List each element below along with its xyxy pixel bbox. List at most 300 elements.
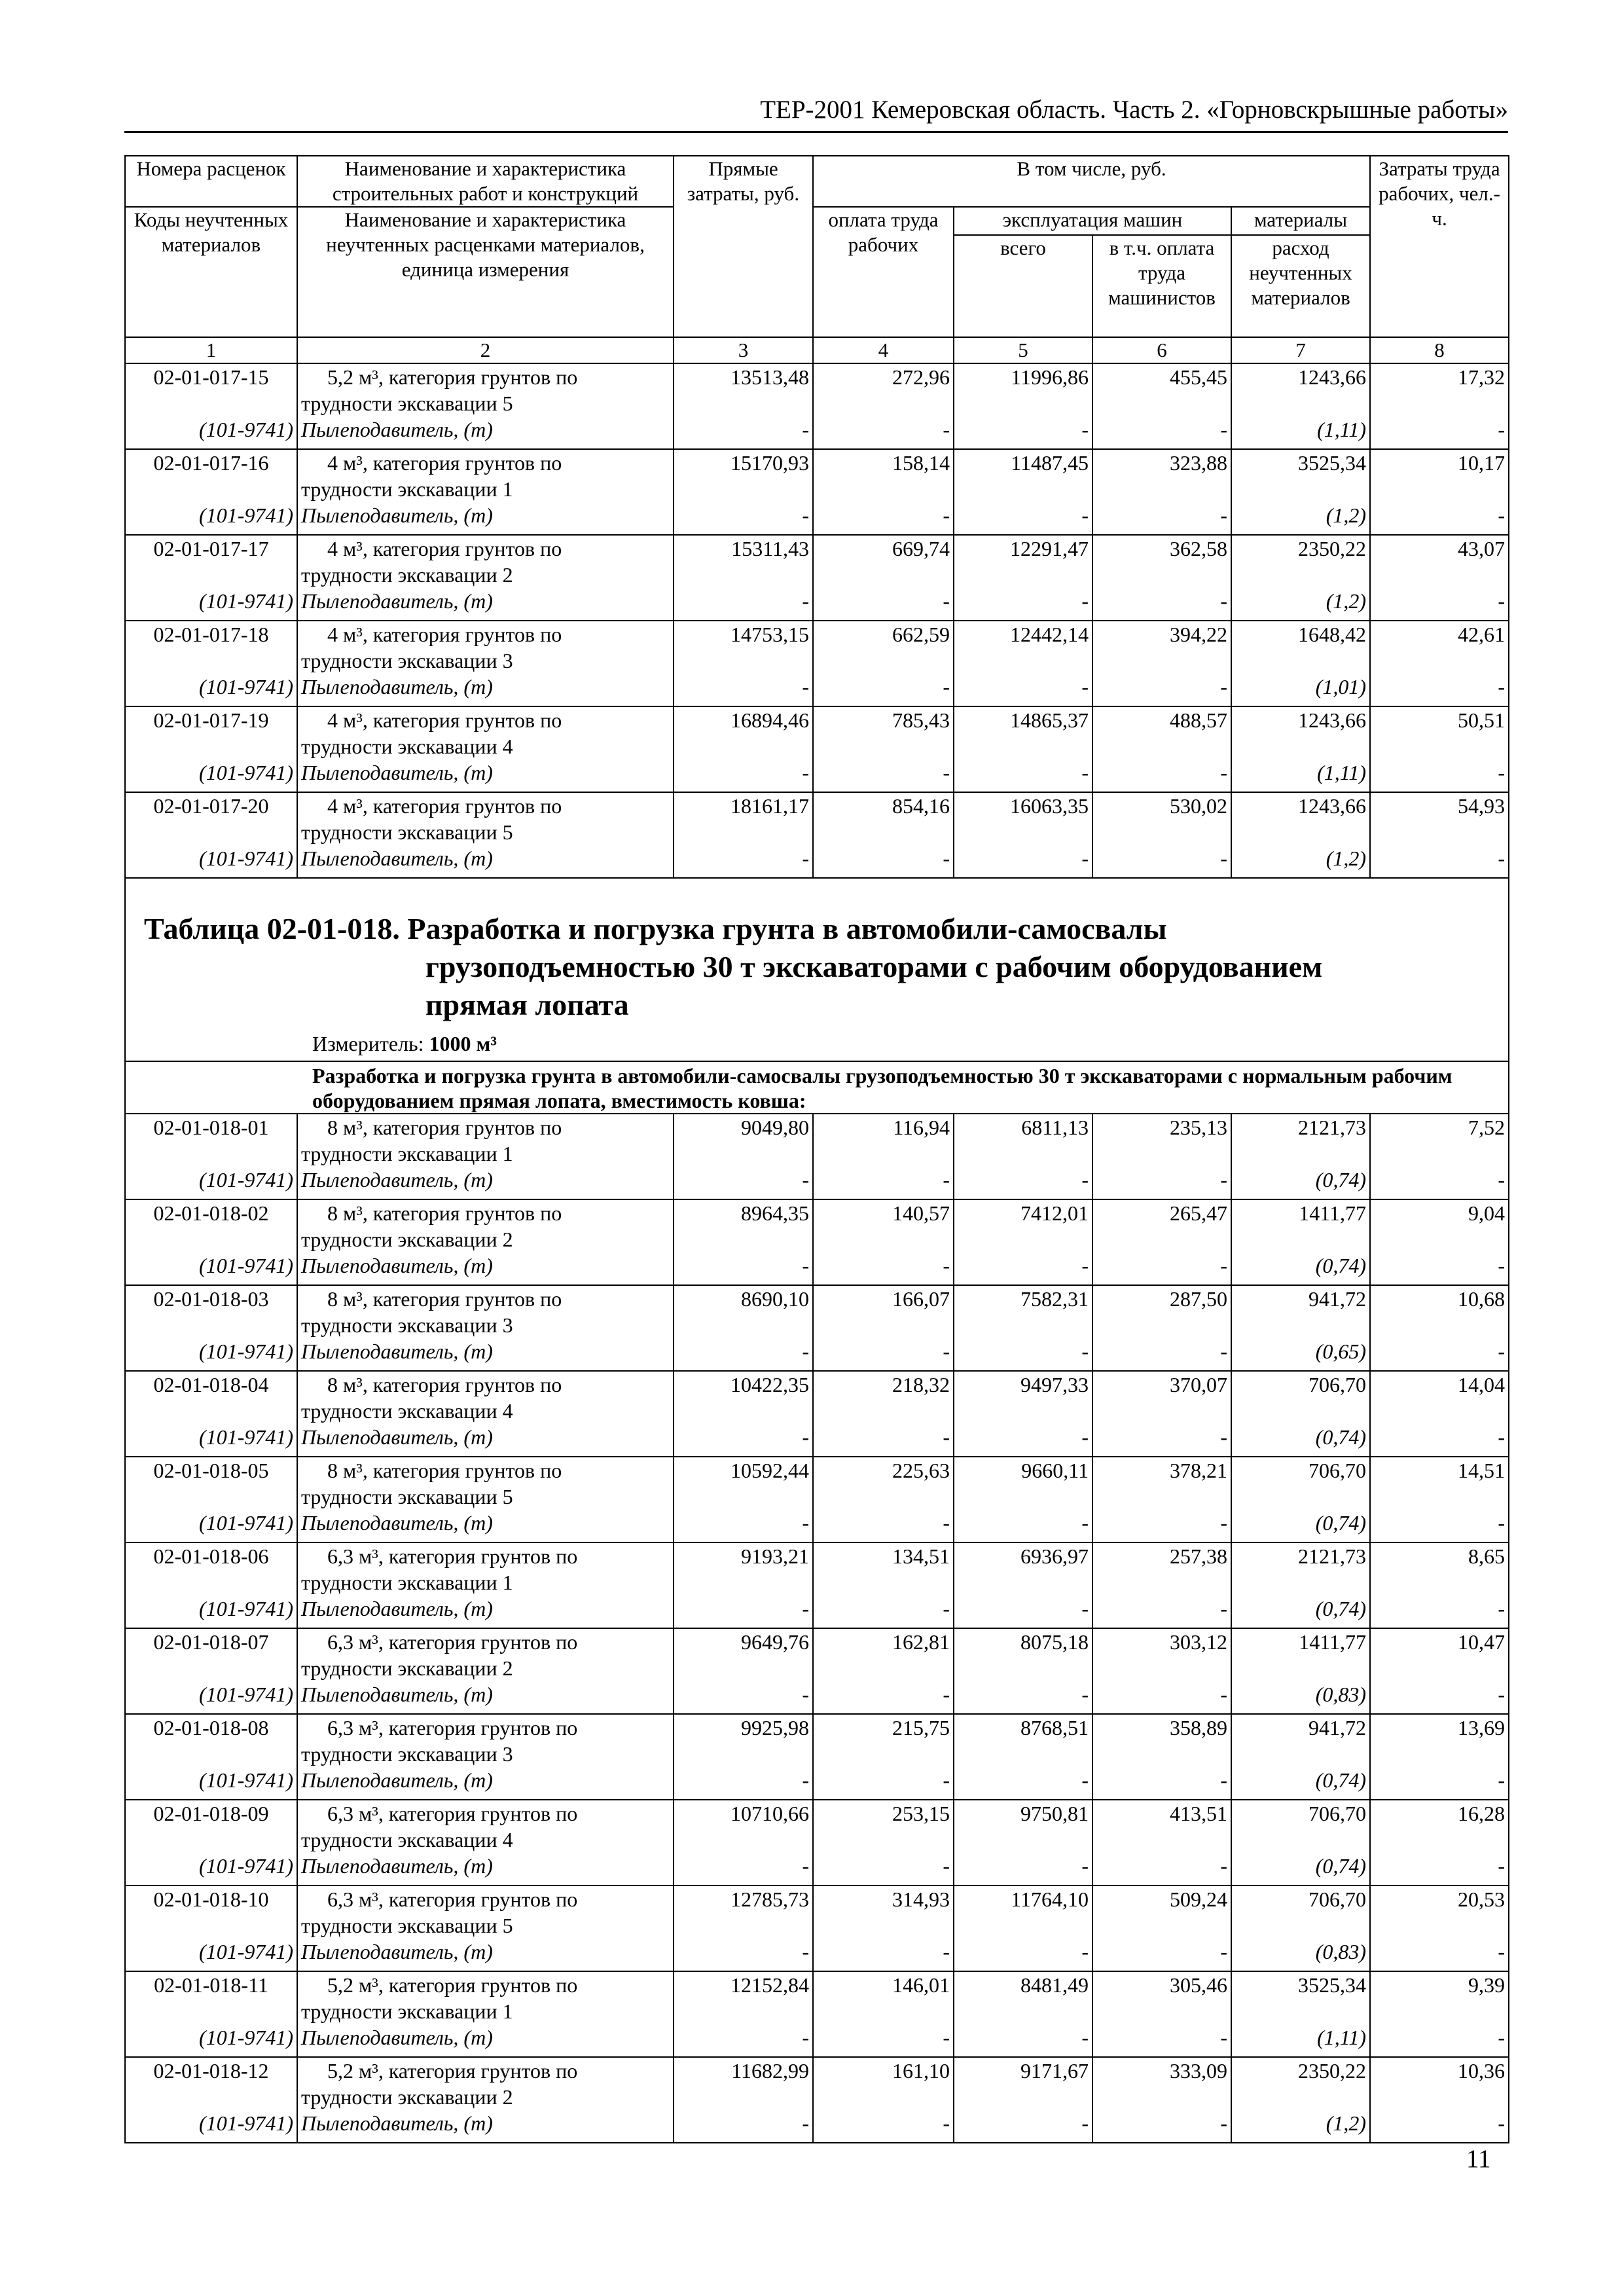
dash: -: [943, 1511, 950, 1535]
dash: -: [1498, 589, 1506, 613]
direct-cost: 15170,93: [731, 451, 809, 475]
rate-code: 02-01-017-18: [153, 623, 269, 646]
materials: 2350,22: [1298, 537, 1367, 560]
spacer: [677, 1484, 809, 1510]
dash: -: [1498, 1940, 1506, 1963]
material-code: (101-9741): [199, 1168, 293, 1192]
machinist-pay-cell: [1092, 1714, 1231, 1800]
table-row: [125, 706, 1509, 792]
machinist-pay: 303,12: [1170, 1630, 1227, 1654]
dash: -: [1220, 1425, 1227, 1449]
spacer: [1235, 1912, 1366, 1939]
spacer: [958, 1741, 1089, 1767]
labor-pay: 166,07: [892, 1287, 950, 1311]
subheading: Разработка и погрузка грунта в автомобили-самосвалы грузоподъемностью 30 т экскаваторами с нормальным рабочим оборудованием прямая лопата, вместимость ковша:: [312, 1064, 1453, 1112]
materials: 3525,34: [1298, 451, 1367, 475]
dash: -: [1498, 1168, 1506, 1192]
spacer: [817, 1912, 950, 1939]
dash: -: [1220, 1597, 1227, 1620]
spacer: [958, 1226, 1089, 1252]
labor-pay: 854,16: [892, 794, 950, 818]
labor-pay-cell: [813, 1371, 954, 1457]
work-name-cell: [297, 1114, 674, 1199]
table-title-line2: грузоподъемностью 30 т экскаваторами с рабочим оборудованием: [425, 950, 1323, 983]
material-name: Пылеподавитель, (т): [301, 675, 493, 699]
dash: -: [1081, 1168, 1089, 1192]
machinist-pay: 394,22: [1170, 623, 1227, 646]
rate-code-cell: [125, 1114, 297, 1199]
dash: -: [1081, 1854, 1089, 1878]
materials: 2121,73: [1298, 1116, 1367, 1139]
work-name-line1: 4 м³, категория грунтов по: [327, 623, 562, 646]
machinist-pay-cell: [1092, 621, 1231, 706]
th-material-codes: Коды неучтенных материалов: [125, 207, 297, 337]
spacer: [817, 1569, 950, 1595]
labor-pay: 146,01: [892, 1973, 950, 1997]
spacer: [1235, 476, 1366, 502]
work-name-line1: 4 м³, категория грунтов по: [327, 708, 562, 732]
spacer: [817, 819, 950, 845]
material-use: (0,83): [1315, 1683, 1367, 1706]
machines-total: 11487,45: [1011, 451, 1089, 475]
direct-cost-cell: [674, 706, 813, 792]
dash: -: [1220, 761, 1227, 784]
labor-pay-cell: [813, 1886, 954, 1971]
work-name-line2: трудности экскавации 3: [301, 649, 513, 672]
work-name-line1: 6,3 м³, категория грунтов по: [327, 1630, 578, 1654]
spacer: [1235, 819, 1366, 845]
dash: -: [943, 1854, 950, 1878]
dash: -: [1220, 1940, 1227, 1963]
material-code: (101-9741): [199, 761, 293, 784]
machinist-pay-cell: [1092, 1285, 1231, 1371]
material-name: Пылеподавитель, (т): [301, 589, 493, 613]
work-name-cell: [297, 449, 674, 535]
machinist-pay: 530,02: [1170, 794, 1227, 818]
machinist-pay-cell: [1092, 1886, 1231, 1971]
material-name: Пылеподавитель, (т): [301, 1854, 493, 1878]
spacer: [677, 733, 809, 759]
labor-pay-cell: [813, 1285, 954, 1371]
direct-cost-cell: [674, 1285, 813, 1371]
machines-total-cell: [954, 1714, 1092, 1800]
spacer: [817, 1398, 950, 1424]
spacer: [129, 562, 293, 588]
materials-cell: [1231, 2057, 1370, 2143]
material-name: Пылеподавитель, (т): [301, 847, 493, 870]
dash: -: [1081, 2026, 1089, 2049]
work-name-line1: 8 м³, категория грунтов по: [327, 1373, 562, 1396]
dash: -: [1081, 1425, 1089, 1449]
dash: -: [1498, 1339, 1506, 1363]
machinist-pay: 323,88: [1170, 451, 1227, 475]
spacer: [129, 819, 293, 845]
labor-pay-cell: [813, 621, 954, 706]
labor-hours-cell: [1370, 363, 1509, 449]
dash: -: [1220, 2026, 1227, 2049]
work-name-cell: [297, 1628, 674, 1714]
materials-cell: [1231, 449, 1370, 535]
material-name: Пылеподавитель, (т): [301, 1511, 493, 1535]
spacer: [958, 1312, 1089, 1338]
rate-code: 02-01-018-02: [153, 1201, 269, 1225]
materials-cell: [1231, 1971, 1370, 2057]
column-number-6: 6: [1092, 337, 1231, 363]
table-row: [125, 1114, 1509, 1199]
labor-hours: 13,69: [1458, 1716, 1506, 1740]
th-labor-hours: Затраты труда рабочих, чел.-ч.: [1370, 156, 1509, 337]
machinist-pay: 455,45: [1170, 365, 1227, 389]
rate-code-cell: [125, 621, 297, 706]
materials: 941,72: [1308, 1716, 1367, 1740]
materials-cell: [1231, 706, 1370, 792]
spacer: [1374, 390, 1505, 416]
dash: -: [1220, 589, 1227, 613]
spacer: [1235, 1827, 1366, 1853]
material-use: (0,74): [1315, 1854, 1367, 1878]
materials-cell: [1231, 1714, 1370, 1800]
work-name-cell: [297, 1457, 674, 1542]
rate-code: 02-01-018-09: [153, 1802, 269, 1825]
direct-cost: 9049,80: [741, 1116, 809, 1139]
labor-pay: 662,59: [892, 623, 950, 646]
spacer: [129, 647, 293, 674]
direct-cost-cell: [674, 1628, 813, 1714]
machines-total-cell: [954, 1457, 1092, 1542]
dash: -: [802, 418, 809, 441]
labor-pay: 134,51: [892, 1544, 950, 1568]
table-row: [125, 792, 1509, 878]
rate-code-cell: [125, 449, 297, 535]
labor-hours-cell: [1370, 1199, 1509, 1285]
machinist-pay-cell: [1092, 706, 1231, 792]
machines-total-cell: [954, 2057, 1092, 2143]
material-code: (101-9741): [199, 1254, 293, 1277]
rate-code: 02-01-018-05: [153, 1459, 269, 1482]
machines-total-cell: [954, 535, 1092, 621]
machinist-pay: 235,13: [1170, 1116, 1227, 1139]
table-row: [125, 1886, 1509, 1971]
materials: 1243,66: [1298, 794, 1367, 818]
labor-hours: 14,04: [1458, 1373, 1506, 1396]
rate-code: 02-01-018-04: [153, 1373, 269, 1396]
machines-total-cell: [954, 1886, 1092, 1971]
direct-cost-cell: [674, 1971, 813, 2057]
table-title-line3: прямая лопата: [425, 988, 629, 1021]
spacer: [129, 2084, 293, 2110]
direct-cost: 14753,15: [731, 623, 809, 646]
dash: -: [802, 2111, 809, 2135]
table-row: [125, 535, 1509, 621]
labor-hours-cell: [1370, 1457, 1509, 1542]
spacer: [677, 1226, 809, 1252]
work-name-line2: трудности экскавации 5: [301, 1914, 513, 1937]
rate-code-cell: [125, 1199, 297, 1285]
labor-hours-cell: [1370, 1886, 1509, 1971]
direct-cost: 9925,98: [741, 1716, 809, 1740]
spacer: [129, 390, 293, 416]
spacer: [817, 1827, 950, 1853]
direct-cost-cell: [674, 1886, 813, 1971]
material-code: (101-9741): [199, 1425, 293, 1449]
spacer: [1096, 1998, 1227, 2024]
spacer: [677, 1912, 809, 1939]
materials: 1411,77: [1299, 1201, 1367, 1225]
dash: -: [943, 1339, 950, 1363]
spacer: [817, 1312, 950, 1338]
labor-pay-cell: [813, 1628, 954, 1714]
labor-hours-cell: [1370, 1628, 1509, 1714]
direct-cost-cell: [674, 1542, 813, 1628]
machines-total: 11996,86: [1011, 365, 1089, 389]
labor-pay-cell: [813, 1199, 954, 1285]
direct-cost: 16894,46: [731, 708, 809, 732]
material-code: (101-9741): [199, 1940, 293, 1963]
material-use: (0,74): [1315, 1597, 1367, 1620]
dash: -: [943, 1768, 950, 1792]
material-use: (0,74): [1315, 1511, 1367, 1535]
spacer: [1374, 1912, 1505, 1939]
dash: -: [802, 1511, 809, 1535]
direct-cost-cell: [674, 535, 813, 621]
material-code: (101-9741): [199, 2026, 293, 2049]
spacer: [817, 1226, 950, 1252]
spacer: [1096, 476, 1227, 502]
labor-hours-cell: [1370, 535, 1509, 621]
work-name-cell: [297, 363, 674, 449]
work-name-cell: [297, 1199, 674, 1285]
rate-code: 02-01-018-08: [153, 1716, 269, 1740]
dash: -: [1498, 847, 1506, 870]
dash: -: [802, 675, 809, 699]
materials: 941,72: [1308, 1287, 1367, 1311]
dash: -: [802, 761, 809, 784]
labor-pay: 140,57: [892, 1201, 950, 1225]
rate-code: 02-01-017-15: [153, 365, 269, 389]
labor-pay-cell: [813, 792, 954, 878]
machines-total-cell: [954, 1285, 1092, 1371]
direct-cost-cell: [674, 621, 813, 706]
material-code: (101-9741): [199, 1339, 293, 1363]
rate-code-cell: [125, 706, 297, 792]
th-work-name: Наименование и характеристика строительных работ и конструкций: [297, 156, 674, 207]
dash: -: [943, 2026, 950, 2049]
labor-pay: 161,10: [892, 2059, 950, 2083]
dash: -: [943, 1683, 950, 1706]
spacer: [1235, 1484, 1366, 1510]
spacer: [1096, 1827, 1227, 1853]
table-row: [125, 1714, 1509, 1800]
page-number: 11: [1466, 2145, 1491, 2173]
work-name-line1: 4 м³, категория грунтов по: [327, 451, 562, 475]
materials-cell: [1231, 1800, 1370, 1886]
materials: 1411,77: [1299, 1630, 1367, 1654]
labor-pay-cell: [813, 1114, 954, 1199]
spacer: [1374, 1741, 1505, 1767]
labor-hours: 54,93: [1458, 794, 1506, 818]
direct-cost-cell: [674, 1114, 813, 1199]
machines-total: 12291,47: [1010, 537, 1089, 560]
dash: -: [1220, 1254, 1227, 1277]
material-name: Пылеподавитель, (т): [301, 761, 493, 784]
dash: -: [1220, 1339, 1227, 1363]
work-name-line2: трудности экскавации 5: [301, 392, 513, 415]
work-name-cell: [297, 1285, 674, 1371]
machines-total-cell: [954, 1114, 1092, 1199]
th-machines: эксплуатация машин: [954, 207, 1231, 235]
spacer: [129, 1226, 293, 1252]
spacer: [1374, 1140, 1505, 1167]
spacer: [817, 733, 950, 759]
machinist-pay-cell: [1092, 449, 1231, 535]
dash: -: [802, 1940, 809, 1963]
spacer: [1235, 562, 1366, 588]
labor-pay: 272,96: [892, 365, 950, 389]
table-row: [125, 2057, 1509, 2143]
labor-hours-cell: [1370, 1371, 1509, 1457]
rate-code-cell: [125, 1628, 297, 1714]
work-name-line2: трудности экскавации 5: [301, 820, 513, 844]
labor-pay: 785,43: [892, 708, 950, 732]
dash: -: [1498, 1511, 1506, 1535]
spacer: [129, 1998, 293, 2024]
dash: -: [1498, 761, 1506, 784]
work-name-line1: 5,2 м³, категория грунтов по: [327, 2059, 578, 2083]
spacer: [1096, 1569, 1227, 1595]
material-code: (101-9741): [199, 1597, 293, 1620]
direct-cost: 12152,84: [731, 1973, 809, 1997]
machines-total: 16063,35: [1010, 794, 1089, 818]
material-code: (101-9741): [199, 675, 293, 699]
machinist-pay-cell: [1092, 2057, 1231, 2143]
dash: -: [1081, 847, 1089, 870]
dash: -: [802, 1854, 809, 1878]
rate-code: 02-01-018-11: [154, 1973, 268, 1997]
dash: -: [1220, 1683, 1227, 1706]
table-row: [125, 449, 1509, 535]
dash: -: [1081, 418, 1089, 441]
spacer: [958, 562, 1089, 588]
table-title: [126, 879, 1508, 1024]
work-name-line1: 8 м³, категория грунтов по: [327, 1201, 562, 1225]
materials-cell: [1231, 621, 1370, 706]
dash: -: [1081, 761, 1089, 784]
rate-code-cell: [125, 1542, 297, 1628]
th-machines-total: всего: [954, 235, 1092, 337]
spacer: [1235, 2084, 1366, 2110]
labor-hours-cell: [1370, 706, 1509, 792]
material-use: (1,11): [1317, 761, 1367, 784]
spacer: [1374, 1312, 1505, 1338]
dash: -: [802, 1425, 809, 1449]
labor-hours: 50,51: [1458, 708, 1506, 732]
material-use: (1,11): [1317, 2026, 1367, 2049]
labor-hours-cell: [1370, 1114, 1509, 1199]
rate-code-cell: [125, 1457, 297, 1542]
material-name: Пылеподавитель, (т): [301, 1940, 493, 1963]
spacer: [1096, 647, 1227, 674]
labor-pay: 158,14: [892, 451, 950, 475]
rate-code: 02-01-018-06: [153, 1544, 269, 1568]
spacer: [129, 1569, 293, 1595]
rate-code-cell: [125, 1800, 297, 1886]
rate-code-cell: [125, 2057, 297, 2143]
work-name-line1: 8 м³, категория грунтов по: [327, 1459, 562, 1482]
machines-total: 12442,14: [1010, 623, 1089, 646]
spacer: [1096, 1226, 1227, 1252]
labor-pay-cell: [813, 1971, 954, 2057]
work-name-line2: трудности экскавации 1: [301, 1999, 513, 2023]
dash: -: [943, 847, 950, 870]
th-labor-pay: оплата труда рабочих: [813, 207, 954, 337]
dash: -: [802, 503, 809, 527]
spacer: [677, 2084, 809, 2110]
spacer: [1374, 562, 1505, 588]
dash: -: [802, 1339, 809, 1363]
spacer: [1374, 819, 1505, 845]
material-use: (0,74): [1315, 1425, 1367, 1449]
work-name-cell: [297, 1714, 674, 1800]
materials-cell: [1231, 1542, 1370, 1628]
labor-hours: 17,32: [1458, 365, 1506, 389]
work-name-line1: 6,3 м³, категория грунтов по: [327, 1887, 578, 1911]
machines-total-cell: [954, 1542, 1092, 1628]
labor-hours: 10,36: [1458, 2059, 1506, 2083]
material-code: (101-9741): [199, 847, 293, 870]
work-name-line2: трудности экскавации 3: [301, 1742, 513, 1766]
dash: -: [802, 1254, 809, 1277]
machinist-pay: 305,46: [1170, 1973, 1227, 1997]
spacer: [1374, 1998, 1505, 2024]
dash: -: [802, 1597, 809, 1620]
spacer: [1374, 1827, 1505, 1853]
spacer: [958, 1569, 1089, 1595]
work-name-line1: 8 м³, категория грунтов по: [327, 1287, 562, 1311]
work-name-cell: [297, 1371, 674, 1457]
work-name-line2: трудности экскавации 1: [301, 477, 513, 501]
rate-code: 02-01-018-10: [153, 1887, 269, 1911]
materials-cell: [1231, 1628, 1370, 1714]
materials-cell: [1231, 1371, 1370, 1457]
direct-cost-cell: [674, 1714, 813, 1800]
material-name: Пылеподавитель, (т): [301, 2026, 493, 2049]
machinist-pay-cell: [1092, 1199, 1231, 1285]
work-name-line1: 6,3 м³, категория грунтов по: [327, 1802, 578, 1825]
spacer: [677, 1569, 809, 1595]
labor-pay: 253,15: [892, 1802, 950, 1825]
work-name-cell: [297, 535, 674, 621]
labor-pay-cell: [813, 363, 954, 449]
machinist-pay-cell: [1092, 1971, 1231, 2057]
materials: 2121,73: [1298, 1544, 1367, 1568]
spacer: [958, 2084, 1089, 2110]
spacer: [677, 1398, 809, 1424]
spacer: [817, 2084, 950, 2110]
dash: -: [943, 2111, 950, 2135]
spacer: [677, 819, 809, 845]
table-row: [125, 1457, 1509, 1542]
measure-line: [126, 1024, 1508, 1061]
machines-total: 8075,18: [1020, 1630, 1089, 1654]
work-name-line2: трудности экскавации 2: [301, 1228, 513, 1251]
labor-hours-cell: [1370, 1800, 1509, 1886]
labor-pay: 116,94: [893, 1116, 950, 1139]
materials: 706,70: [1308, 1459, 1367, 1482]
rate-code: 02-01-017-17: [153, 537, 269, 560]
spacer: [1374, 1226, 1505, 1252]
work-name-line2: трудности экскавации 1: [301, 1142, 513, 1165]
table-row: [125, 1800, 1509, 1886]
